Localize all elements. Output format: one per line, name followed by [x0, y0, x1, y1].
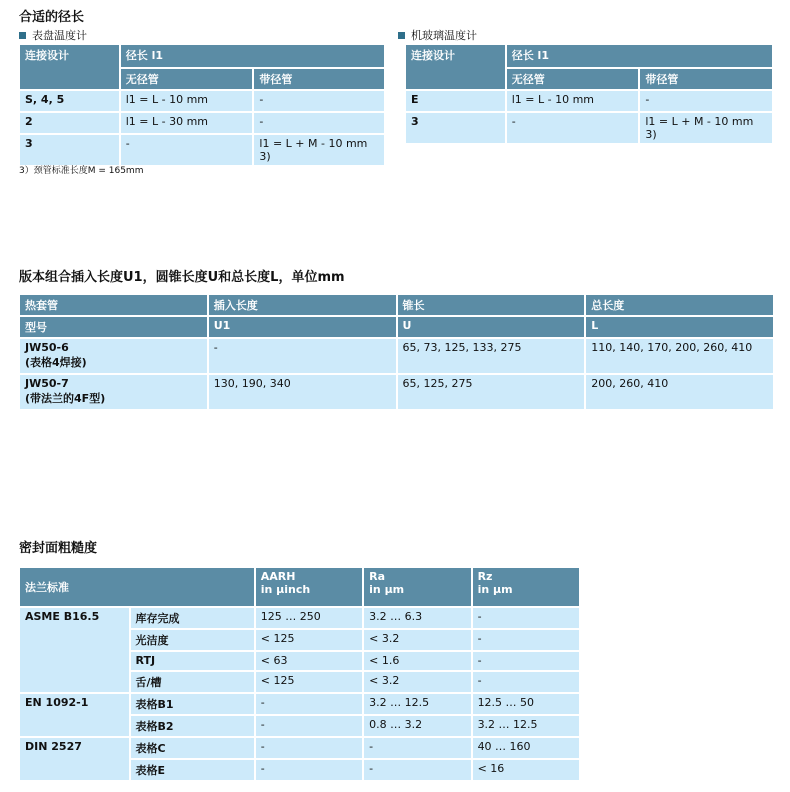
ra-cell: 3.2 … 12.5	[364, 694, 470, 714]
conn-cell: 3	[406, 113, 505, 143]
rz-cell: 12.5 … 50	[473, 694, 579, 714]
type-cell: 库存完成	[131, 608, 254, 628]
table-row	[20, 91, 384, 111]
rz-cell: 40 … 160	[473, 738, 579, 758]
type-cell: 舌/槽	[131, 672, 254, 692]
table-row	[406, 113, 772, 143]
with-cell: l1 = L + M - 10 mm 3)	[640, 113, 772, 143]
subheader-u: U	[398, 317, 585, 337]
header-std: 法兰标准	[20, 568, 254, 606]
model-name: JW50-6	[25, 341, 69, 354]
l-cell: 200, 260, 410	[586, 375, 773, 409]
roughness-table	[18, 566, 581, 782]
header-rz	[473, 568, 579, 606]
no-cell: l1 = L - 10 mm	[507, 91, 639, 111]
header-with: 带径管	[640, 69, 772, 89]
header-insertion: 插入长度	[209, 295, 396, 315]
header-taper: 锥长	[398, 295, 585, 315]
thermowell-table	[18, 293, 775, 411]
rz-cell: -	[473, 672, 579, 692]
no-cell: l1 = L - 30 mm	[121, 113, 253, 133]
header-no: 无径管	[507, 69, 639, 89]
rz-cell: -	[473, 630, 579, 650]
ra-cell: 0.8 … 3.2	[364, 716, 470, 736]
u1-cell: -	[209, 339, 396, 373]
rz-cell: < 16	[473, 760, 579, 780]
conn-cell: 2	[20, 113, 119, 133]
conn-cell: E	[406, 91, 505, 111]
with-cell: -	[254, 91, 384, 111]
glass-thermometer-table	[404, 43, 774, 145]
header-aarh	[256, 568, 362, 606]
header-conn: 连接设计	[406, 45, 505, 89]
model-cell	[20, 375, 207, 409]
l-cell: 110, 140, 170, 200, 260, 410	[586, 339, 773, 373]
table-row	[20, 375, 773, 409]
type-cell: RTJ	[131, 652, 254, 670]
no-cell: l1 = L - 10 mm	[121, 91, 253, 111]
type-cell: 光洁度	[131, 630, 254, 650]
std-cell: ASME B16.5	[20, 608, 129, 692]
with-cell: l1 = L + M - 10 mm 3)	[254, 135, 384, 165]
header-len: 径长 l1	[121, 45, 384, 67]
aarh-cell: -	[256, 760, 362, 780]
ra-cell: < 1.6	[364, 652, 470, 670]
square-bullet-icon	[19, 32, 26, 39]
aarh-cell: < 125	[256, 672, 362, 692]
ra-cell: -	[364, 738, 470, 758]
subheader-model: 型号	[20, 317, 207, 337]
aarh-cell: < 63	[256, 652, 362, 670]
with-cell: -	[640, 91, 772, 111]
header-ra	[364, 568, 470, 606]
u-cell: 65, 125, 275	[398, 375, 585, 409]
right-subtitle-text: 机玻璃温度计	[411, 29, 477, 42]
table-row	[20, 738, 579, 758]
aarh-cell: 125 … 250	[256, 608, 362, 628]
type-cell: 表格B2	[131, 716, 254, 736]
conn-cell: 3	[20, 135, 119, 165]
type-cell: 表格E	[131, 760, 254, 780]
header-total: 总长度	[586, 295, 773, 315]
header-ra-line1: Ra	[369, 570, 386, 583]
table-row	[20, 339, 773, 373]
header-with: 带径管	[254, 69, 384, 89]
type-cell: 表格B1	[131, 694, 254, 714]
model-note: (带法兰的4F型)	[25, 392, 106, 405]
subheader-u1: U1	[209, 317, 396, 337]
no-cell: -	[507, 113, 639, 143]
with-cell: -	[254, 113, 384, 133]
std-cell: DIN 2527	[20, 738, 129, 780]
model-name: JW50-7	[25, 377, 69, 390]
header-thermowell: 热套管	[20, 295, 207, 315]
rz-cell: -	[473, 608, 579, 628]
aarh-cell: -	[256, 694, 362, 714]
section1-title: 合适的径长	[19, 10, 85, 25]
rz-cell: 3.2 … 12.5	[473, 716, 579, 736]
u1-cell: 130, 190, 340	[209, 375, 396, 409]
square-bullet-icon	[398, 32, 405, 39]
ra-cell: < 3.2	[364, 630, 470, 650]
table-row	[20, 113, 384, 133]
header-conn: 连接设计	[20, 45, 119, 89]
aarh-cell: -	[256, 716, 362, 736]
aarh-cell: -	[256, 738, 362, 758]
header-aarh-line1: AARH	[260, 570, 296, 583]
right-subtitle	[398, 27, 477, 43]
type-cell: 表格C	[131, 738, 254, 758]
header-aarh-line2: in µinch	[260, 583, 311, 596]
u-cell: 65, 73, 125, 133, 275	[398, 339, 585, 373]
subheader-l: L	[586, 317, 773, 337]
ra-cell: -	[364, 760, 470, 780]
header-rz-line1: Rz	[477, 570, 493, 583]
section3-title: 密封面粗糙度	[19, 541, 98, 556]
table-row	[20, 135, 384, 165]
model-cell	[20, 339, 207, 373]
rz-cell: -	[473, 652, 579, 670]
table-row	[20, 608, 579, 628]
header-ra-line2: in µm	[369, 583, 405, 596]
header-rz-line2: in µm	[477, 583, 513, 596]
conn-cell: S, 4, 5	[20, 91, 119, 111]
model-note: (表格4焊接)	[25, 356, 87, 369]
std-cell: EN 1092-1	[20, 694, 129, 736]
section2-title: 版本组合插入长度U1，圆锥长度U和总长度L，单位mm	[19, 270, 345, 285]
left-subtitle	[19, 27, 87, 43]
footnote: 3）颈管标准长度M = 165mm	[19, 166, 144, 176]
table-row	[406, 91, 772, 111]
header-len: 径长 l1	[507, 45, 772, 67]
table-row	[20, 694, 579, 714]
aarh-cell: < 125	[256, 630, 362, 650]
no-cell: -	[121, 135, 253, 165]
dial-thermometer-table	[18, 43, 386, 167]
ra-cell: 3.2 … 6.3	[364, 608, 470, 628]
ra-cell: < 3.2	[364, 672, 470, 692]
header-no: 无径管	[121, 69, 253, 89]
left-subtitle-text: 表盘温度计	[32, 29, 87, 42]
